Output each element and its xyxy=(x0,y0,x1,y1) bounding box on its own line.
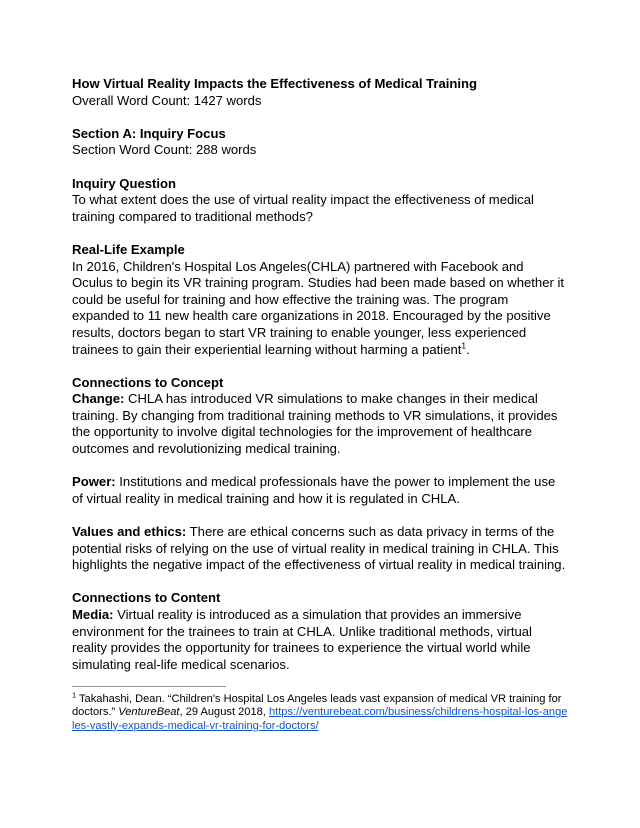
document-body xyxy=(72,76,566,673)
spacer xyxy=(72,109,566,126)
values-and-ethics-paragraph xyxy=(72,524,566,574)
inquiry-question-heading: Inquiry Question xyxy=(72,175,177,191)
connections-to-content-heading: Connections to Content xyxy=(72,590,221,606)
spacer xyxy=(72,358,566,375)
footnote-separator-rule xyxy=(72,686,226,687)
connections-to-concept-heading: Connections to Concept xyxy=(72,374,224,390)
footnote-reference-marker[interactable]: 1 xyxy=(461,340,467,351)
change-paragraph xyxy=(72,391,566,457)
real-life-example-text-tail: . xyxy=(466,341,470,357)
overall-word-count: Overall Word Count: 1427 words xyxy=(72,92,262,108)
power-label: Power: xyxy=(72,474,116,490)
real-life-example-text: In 2016, Children's Hospital Los Angeles(CHLA) partnered with Facebook and Oculus to begin its VR training program. Studies had been made based on whether it could be useful for training and how effective the training was. The program expanded to 11 new health care organizations in 2018. Encouraged by the positive results, doctors began to start VR training to enable younger, less experienced trainees to gain their experiential learning without harming a patient xyxy=(72,258,565,357)
power-paragraph xyxy=(72,474,566,507)
media-label: Media: xyxy=(72,607,114,622)
values-and-ethics-label: Values and ethics: xyxy=(72,524,187,540)
footnote-url-link[interactable]: https://venturebeat.com/business/childrens-hospital-los-angeles-vastly-expands-medical-vr-training-for-doctors/ xyxy=(72,706,568,732)
spacer xyxy=(72,225,566,242)
footnote-number: 1 xyxy=(72,690,77,700)
real-life-example-paragraph xyxy=(72,259,566,359)
footnote-entry xyxy=(72,690,568,733)
section-a-heading: Section A: Inquiry Focus xyxy=(72,125,226,141)
footnote-section xyxy=(72,686,568,733)
page-title: How Virtual Reality Impacts the Effectiveness of Medical Training xyxy=(72,76,478,91)
real-life-example-heading: Real-Life Example xyxy=(72,241,185,257)
power-text: Institutions and medical professionals have the power to implement the use of virtual reality in medical training and how it is regulated in CHLA. xyxy=(72,474,556,506)
change-text: CHLA has introduced VR simulations to make changes in their medical training. By changing from traditional training methods to VR simulations, it provides the opportunity to involve digital technologies for the improvement of healthcare outcomes and revolutionizing medical training. xyxy=(72,391,558,457)
footnote-citation-text: Takahashi, Dean. “Children's Hospital Los Angeles leads vast expansion of medical VR training for doctors.” xyxy=(72,693,562,719)
spacer xyxy=(72,458,566,475)
section-word-count: Section Word Count: 288 words xyxy=(72,142,257,158)
inquiry-question-paragraph: To what extent does the use of virtual reality impact the effectiveness of medical training compared to traditional methods? xyxy=(72,192,534,224)
spacer xyxy=(72,507,566,524)
media-paragraph xyxy=(72,607,566,673)
footnote-source-title: VentureBeat xyxy=(118,706,180,719)
footnote-citation-date: , 29 August 2018, xyxy=(179,706,266,719)
spacer xyxy=(72,159,566,176)
spacer xyxy=(72,574,566,591)
values-and-ethics-text: There are ethical concerns such as data privacy in terms of the potential risks of relying on the use of virtual reality in medical training in CHLA. This highlights the negative impact of the effectiveness of virtual reality in medical training. xyxy=(72,524,566,573)
change-label: Change: xyxy=(72,391,125,407)
media-text: Virtual reality is introduced as a simulation that provides an immersive environment for the trainees to train at CHLA. Unlike traditional methods, virtual reality provides the opportunity for trainees to experience the virtual world while simulating real-life medical scenarios. xyxy=(72,607,532,672)
